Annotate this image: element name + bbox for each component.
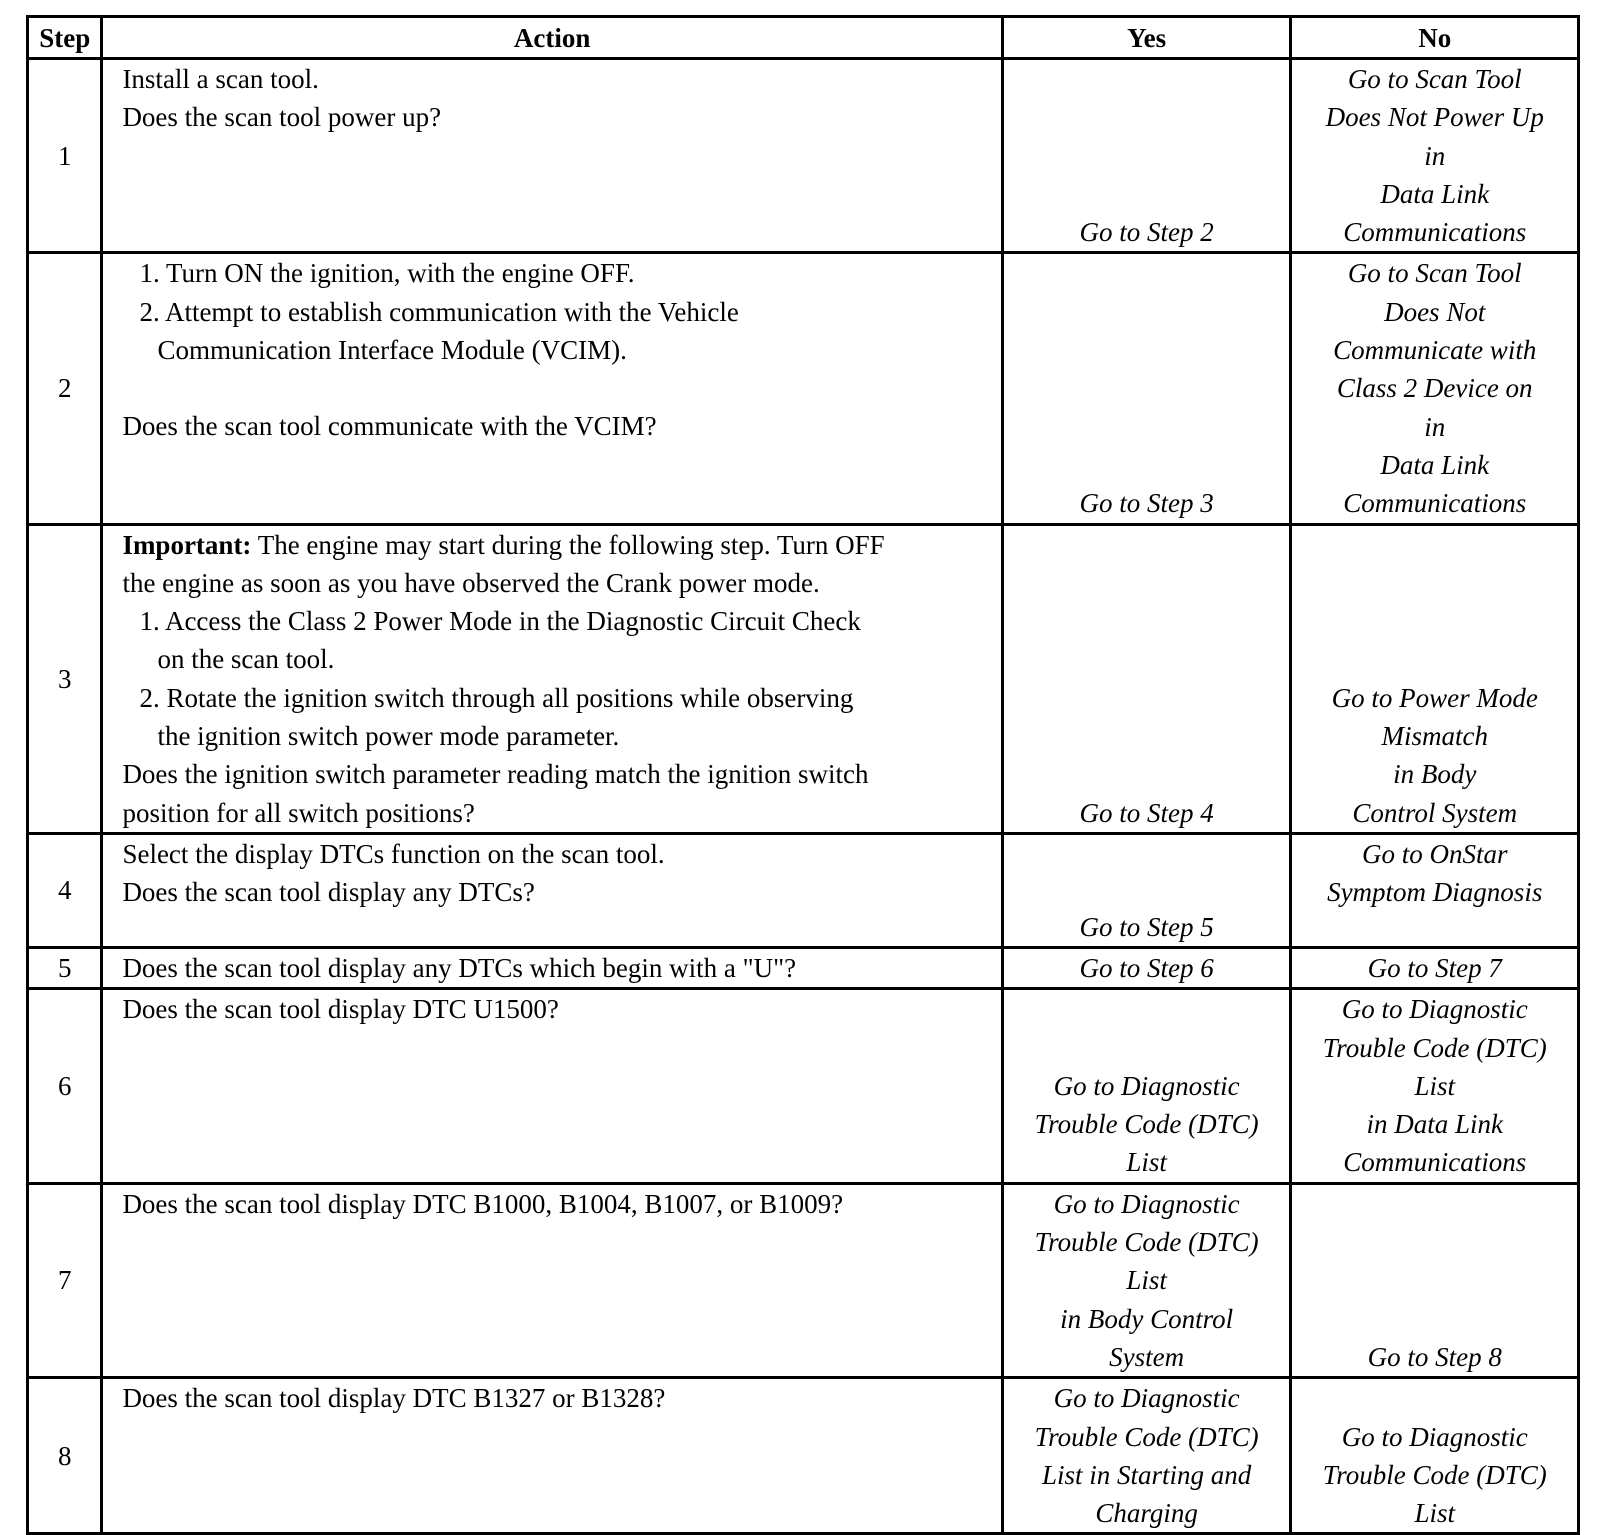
- yes-cell[interactable]: [1002, 524, 1291, 833]
- action-line: Select the display DTCs function on the scan tool.: [122, 838, 665, 869]
- yes-link[interactable]: Go to Diagnostic: [1053, 1383, 1240, 1414]
- action-list-item: 1. Access the Class 2 Power Mode in the Diagnostic Circuit Check: [139, 606, 861, 637]
- action-cell: [102, 253, 1002, 524]
- yes-link[interactable]: Go to Diagnostic: [1053, 1188, 1240, 1219]
- no-cell[interactable]: [1291, 524, 1579, 833]
- no-link[interactable]: Does Not: [1384, 296, 1486, 327]
- yes-link[interactable]: Go to Step 4: [1079, 797, 1214, 828]
- yes-cell[interactable]: [1002, 253, 1291, 524]
- action-question: Does the ignition switch parameter reading match the ignition switch: [122, 759, 869, 790]
- action-line: Install a scan tool.: [122, 64, 319, 94]
- table-row: [28, 253, 1579, 524]
- yes-link[interactable]: List: [1126, 1147, 1167, 1178]
- no-link[interactable]: Go to Scan Tool: [1347, 64, 1522, 94]
- step-number: 3: [28, 524, 102, 833]
- action-cell: [102, 833, 1002, 947]
- action-question: Does the scan tool display DTC U1500?: [122, 994, 559, 1025]
- table-row: [28, 524, 1579, 833]
- header-step: Step: [28, 17, 102, 59]
- no-link[interactable]: Class 2 Device on: [1336, 373, 1533, 404]
- important-text: The engine may start during the following step. Turn OFF: [251, 529, 885, 560]
- action-line: the engine as soon as you have observed the Crank power mode.: [122, 567, 820, 598]
- yes-cell[interactable]: [1002, 59, 1291, 253]
- yes-link[interactable]: Trouble Code (DTC): [1034, 1421, 1259, 1452]
- yes-link[interactable]: Trouble Code (DTC): [1034, 1109, 1259, 1140]
- no-cell[interactable]: [1291, 253, 1579, 524]
- no-link[interactable]: Go to Diagnostic: [1341, 994, 1528, 1025]
- no-cell[interactable]: [1291, 1183, 1579, 1377]
- spacer: [122, 369, 990, 407]
- header-yes: Yes: [1002, 17, 1291, 59]
- no-cell[interactable]: [1291, 989, 1579, 1183]
- step-number: 1: [28, 59, 102, 253]
- no-link[interactable]: Go to Diagnostic: [1341, 1421, 1528, 1452]
- no-link[interactable]: Data Link: [1380, 178, 1490, 209]
- no-cell[interactable]: [1291, 947, 1579, 988]
- yes-link[interactable]: Go to Step 5: [1079, 911, 1214, 942]
- step-number: 8: [28, 1378, 102, 1534]
- action-cell: [102, 989, 1002, 1183]
- action-question: Does the scan tool communicate with the VCIM?: [122, 411, 657, 442]
- yes-link[interactable]: Go to Step 3: [1079, 488, 1214, 519]
- yes-link[interactable]: Go to Step 2: [1079, 217, 1214, 248]
- yes-link[interactable]: List in Starting and: [1041, 1459, 1252, 1490]
- important-label: Important:: [122, 529, 252, 560]
- no-link[interactable]: Data Link: [1380, 449, 1490, 480]
- no-link[interactable]: in Body: [1393, 759, 1477, 790]
- step-number: 4: [28, 833, 102, 947]
- no-link[interactable]: in Data Link: [1366, 1109, 1503, 1140]
- yes-link[interactable]: Go to Diagnostic: [1053, 1070, 1240, 1101]
- yes-link[interactable]: in Body Control: [1060, 1303, 1234, 1334]
- no-link[interactable]: List: [1414, 1498, 1455, 1529]
- yes-cell[interactable]: [1002, 1378, 1291, 1534]
- yes-cell[interactable]: [1002, 1183, 1291, 1377]
- no-link[interactable]: Trouble Code (DTC): [1322, 1032, 1547, 1063]
- no-link[interactable]: Go to Power Mode: [1331, 682, 1538, 713]
- action-question: Does the scan tool display any DTCs which begin with a "U"?: [122, 953, 797, 984]
- no-link[interactable]: Mismatch: [1381, 721, 1488, 752]
- action-cell: [102, 59, 1002, 253]
- action-question: Does the scan tool display DTC B1000, B1004, B1007, or B1009?: [122, 1188, 844, 1219]
- action-list-item: 1. Turn ON the ignition, with the engine OFF.: [139, 258, 635, 289]
- table-row: [28, 1183, 1579, 1377]
- table-row: [28, 59, 1579, 253]
- yes-link[interactable]: Trouble Code (DTC): [1034, 1227, 1259, 1258]
- yes-link[interactable]: Go to Step 6: [1079, 953, 1214, 984]
- no-link[interactable]: in: [1424, 411, 1446, 442]
- table-row: [28, 1378, 1579, 1534]
- no-link[interactable]: Go to OnStar: [1361, 838, 1508, 869]
- action-question: Does the scan tool power up?: [122, 102, 442, 133]
- table-row: [28, 833, 1579, 947]
- table-row: [28, 989, 1579, 1183]
- no-link[interactable]: Go to Scan Tool: [1347, 258, 1522, 289]
- important-note: [122, 526, 990, 564]
- no-link[interactable]: Go to Step 7: [1367, 953, 1502, 984]
- no-link[interactable]: Symptom Diagnosis: [1327, 877, 1543, 908]
- diagnostic-table: [26, 15, 1580, 1535]
- no-link[interactable]: Communications: [1343, 217, 1527, 248]
- step-number: 7: [28, 1183, 102, 1377]
- action-question: position for all switch positions?: [122, 797, 475, 828]
- header-action: Action: [102, 17, 1002, 59]
- no-link[interactable]: Go to Step 8: [1367, 1341, 1502, 1372]
- step-number: 5: [28, 947, 102, 988]
- step-number: 6: [28, 989, 102, 1183]
- no-cell[interactable]: [1291, 1378, 1579, 1534]
- no-cell[interactable]: [1291, 59, 1579, 253]
- table-row: [28, 947, 1579, 988]
- yes-link[interactable]: System: [1109, 1341, 1185, 1372]
- no-link[interactable]: in: [1424, 140, 1446, 171]
- no-cell[interactable]: [1291, 833, 1579, 947]
- action-list-item: 2. Attempt to establish communication with the Vehicle: [139, 296, 739, 327]
- action-cell: [102, 1378, 1002, 1534]
- action-list-item-continued: the ignition switch power mode parameter.: [157, 721, 620, 752]
- no-link[interactable]: Trouble Code (DTC): [1322, 1459, 1547, 1490]
- no-link[interactable]: Control System: [1352, 797, 1518, 828]
- action-list-item: 2. Rotate the ignition switch through all positions while observing: [139, 682, 854, 713]
- action-cell: [102, 524, 1002, 833]
- action-cell: [102, 947, 1002, 988]
- no-link[interactable]: Communicate with: [1333, 335, 1537, 366]
- action-list-item-continued: Communication Interface Module (VCIM).: [157, 335, 627, 366]
- no-link[interactable]: Communications: [1343, 1147, 1527, 1178]
- yes-cell[interactable]: [1002, 947, 1291, 988]
- action-question: Does the scan tool display DTC B1327 or B1328?: [122, 1383, 666, 1414]
- action-question: Does the scan tool display any DTCs?: [122, 877, 535, 908]
- yes-link[interactable]: List: [1126, 1265, 1167, 1296]
- yes-link[interactable]: Charging: [1095, 1498, 1198, 1529]
- action-list-item-continued: on the scan tool.: [157, 644, 335, 675]
- yes-cell[interactable]: [1002, 989, 1291, 1183]
- header-no: No: [1291, 17, 1579, 59]
- no-link[interactable]: List: [1414, 1070, 1455, 1101]
- no-link[interactable]: Communications: [1343, 488, 1527, 519]
- header-row: [28, 17, 1579, 59]
- no-link[interactable]: Does Not Power Up: [1325, 102, 1544, 133]
- step-number: 2: [28, 253, 102, 524]
- yes-cell[interactable]: [1002, 833, 1291, 947]
- action-cell: [102, 1183, 1002, 1377]
